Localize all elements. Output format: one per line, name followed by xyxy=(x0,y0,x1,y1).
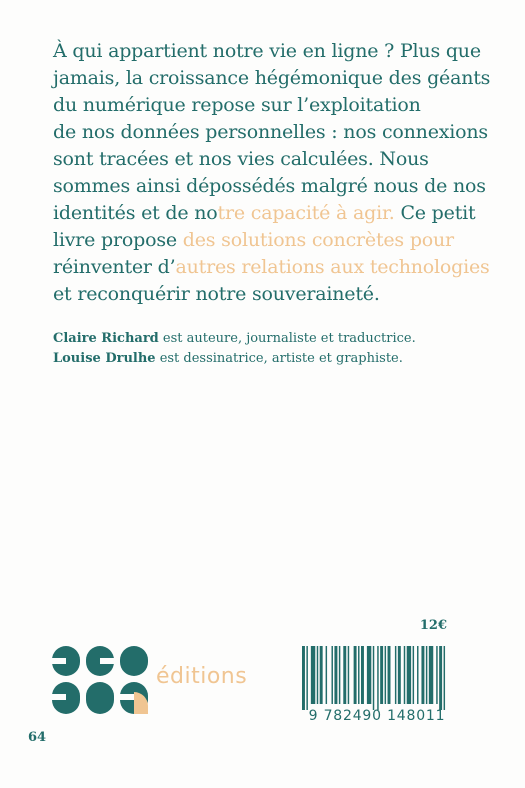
barcode-bar xyxy=(429,646,433,704)
barcode-bar xyxy=(354,646,357,704)
blurb-text: réinventer d’ xyxy=(53,256,176,278)
barcode-bar xyxy=(348,646,349,704)
barcode-bar xyxy=(426,646,427,704)
barcode-bar xyxy=(361,646,364,704)
blurb-line xyxy=(53,38,481,65)
blurb-text: de nos données personnelles : nos connexions xyxy=(53,121,488,143)
blurb-line xyxy=(53,119,488,146)
price-label: 12€ xyxy=(419,618,447,633)
barcode-bar xyxy=(388,646,391,704)
blurb-line xyxy=(53,146,473,173)
blurb-text: jamais, la croissance hégémonique des géants xyxy=(53,67,491,89)
barcode-bar xyxy=(317,646,318,704)
blurb-line xyxy=(53,254,490,281)
barcode xyxy=(302,646,448,710)
isbn-number: 9 782490 148011 xyxy=(308,708,446,724)
author-desc: est auteure, journaliste et traductrice. xyxy=(158,331,416,346)
bio-louise xyxy=(53,349,473,369)
page-number: 64 xyxy=(28,730,47,745)
editions-wordmark: éditions xyxy=(156,664,248,689)
369-logo xyxy=(52,646,152,716)
barcode-bar xyxy=(334,646,337,704)
highlighted-text: autres relations aux technologies xyxy=(175,256,490,278)
barcode-bar xyxy=(326,646,327,704)
blurb-line xyxy=(53,65,491,92)
barcode-bar xyxy=(302,646,305,710)
barcode-bar xyxy=(413,646,414,704)
barcode-bar xyxy=(436,646,437,704)
blurb-text: sommes ainsi dépossédés malgré nous de nos xyxy=(53,175,486,197)
author-bios xyxy=(53,329,473,369)
blurb-line xyxy=(53,281,473,308)
author-name: Louise Drulhe xyxy=(53,351,156,366)
barcode-bar xyxy=(380,646,383,704)
author-desc: est dessinatrice, artiste et graphiste. xyxy=(155,351,403,366)
barcode-bar xyxy=(407,646,411,704)
blurb-text: Ce petit xyxy=(394,202,476,224)
barcode-bar xyxy=(395,646,396,704)
barcode-bar xyxy=(404,646,405,704)
back-cover-blurb xyxy=(53,38,491,308)
blurb-line xyxy=(53,92,473,119)
barcode-bar xyxy=(306,646,307,710)
author-name: Claire Richard xyxy=(53,331,159,346)
barcode-bar xyxy=(311,646,315,704)
barcode-bar xyxy=(385,646,386,704)
barcode-bar xyxy=(421,646,424,704)
blurb-line xyxy=(53,173,486,200)
blurb-text: sont tracées et nos vies calculées. Nous xyxy=(53,148,429,170)
barcode-bar xyxy=(373,646,374,710)
blurb-text: et reconquérir notre souveraineté. xyxy=(53,283,380,305)
barcode-bar xyxy=(417,646,418,704)
blurb-text: livre propose xyxy=(53,229,183,251)
highlighted-text: tre capacité à agir. xyxy=(217,202,395,224)
barcode-bar xyxy=(377,646,378,710)
barcode-bar xyxy=(320,646,323,704)
bio-claire xyxy=(53,329,473,349)
blurb-text: du numérique repose sur l’exploitation xyxy=(53,94,421,116)
blurb-line xyxy=(53,200,476,227)
barcode-bar xyxy=(343,646,346,704)
barcode-bar xyxy=(358,646,359,704)
barcode-bar xyxy=(398,646,401,704)
highlighted-text: des solutions concrètes pour xyxy=(182,229,454,251)
barcode-bar xyxy=(444,646,445,710)
blurb-text: À qui appartient notre vie en ligne ? Plus que xyxy=(53,40,481,62)
blurb-line xyxy=(53,227,473,254)
barcode-bar xyxy=(439,646,442,710)
blurb-text: identités et de no xyxy=(53,202,218,224)
barcode-bar xyxy=(339,646,340,704)
barcode-bar xyxy=(367,646,371,704)
barcode-bar xyxy=(331,646,332,704)
